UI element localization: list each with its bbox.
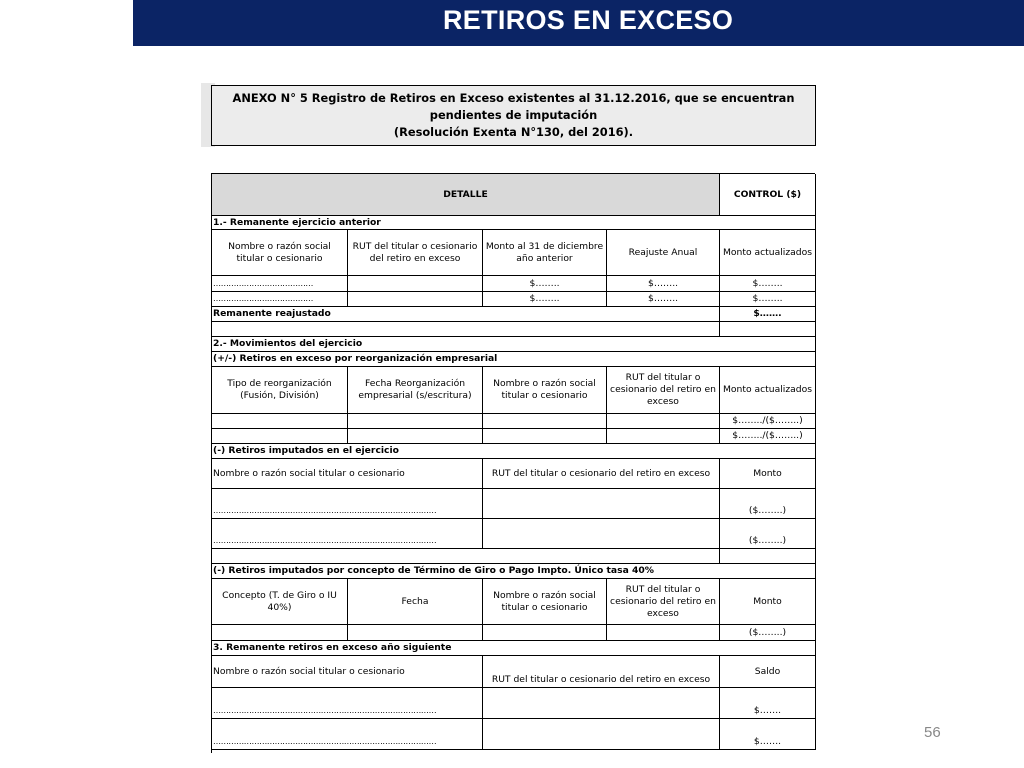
s2b-row2-monto: ($……..): [720, 519, 816, 549]
s2c-row1-rut: [607, 625, 720, 641]
s1-row1-monto: $……..: [483, 276, 607, 292]
s2c-row1-nombre: [483, 625, 607, 641]
s3-row2-saldo: $…….: [720, 719, 816, 750]
s2a-row2-rut: [607, 429, 720, 444]
s2b-header-rut: RUT del titular o cesionario del retiro en exceso: [483, 459, 720, 489]
control-header: CONTROL ($): [720, 174, 816, 216]
s1-header-nombre: Nombre o razón social titular o cesionario: [212, 230, 348, 276]
s1-row2-monto: $……..: [483, 292, 607, 307]
s3-row2-nombre: ……………………………………………………………………………: [212, 719, 483, 750]
s2b-row1-monto: ($……..): [720, 489, 816, 519]
s2a-header-nombre: Nombre o razón social titular o cesionario: [483, 367, 607, 414]
s1-row2-rut: [348, 292, 483, 307]
retiros-table: [211, 173, 815, 753]
annex-title-box: [211, 85, 816, 146]
annex-title-line1: ANEXO N° 5 Registro de Retiros en Exceso existentes al 31.12.2016, que se encuentran pendientes de imputación: [232, 91, 795, 122]
s1-header-reajuste: Reajuste Anual: [607, 230, 720, 276]
s2b-row2-rut: [483, 519, 720, 549]
s1-row2-nombre: …………………………………: [212, 292, 348, 307]
spacer-row: [212, 549, 720, 564]
s1-row1-rut: [348, 276, 483, 292]
s3-row1-rut: [483, 688, 720, 719]
s1-row2-reajuste: $……..: [607, 292, 720, 307]
section-2-title: 2.- Movimientos del ejercicio: [212, 337, 816, 352]
s2-reorganizacion-title: (+/-) Retiros en exceso por reorganización empresarial: [212, 352, 816, 367]
annex-title-line2: (Resolución Exenta N°130, del 2016).: [393, 125, 634, 139]
s2-termino-giro-title: (-) Retiros imputados por concepto de Término de Giro o Pago Impto. Único tasa 40%: [212, 564, 816, 579]
remanente-reajustado-label: Remanente reajustado: [212, 307, 720, 322]
s2c-header-concepto: Concepto (T. de Giro o IU 40%): [212, 579, 348, 625]
s3-header-rut: RUT del titular o cesionario del retiro en exceso: [483, 656, 720, 688]
s2a-row2-tipo: [212, 429, 348, 444]
s3-row1-saldo: $…….: [720, 688, 816, 719]
s2a-row1-fecha: [348, 414, 483, 429]
s2a-header-monto: Monto actualizados: [720, 367, 816, 414]
section-1-title: 1.- Remanente ejercicio anterior: [212, 216, 816, 230]
s2c-header-nombre: Nombre o razón social titular o cesionario: [483, 579, 607, 625]
title-banner: [133, 0, 1024, 46]
s2b-row1-nombre: ……………………………………………………………………………: [212, 489, 483, 519]
s2a-row2-monto: $……../($……..): [720, 429, 816, 444]
s3-row2-rut: [483, 719, 720, 750]
s2b-row2-nombre: ……………………………………………………………………………: [212, 519, 483, 549]
s2b-row1-rut: [483, 489, 720, 519]
s3-header-saldo: Saldo: [720, 656, 816, 688]
section-3-title: 3. Remanente retiros en exceso año siguiente: [212, 641, 816, 656]
s2a-row1-nombre: [483, 414, 607, 429]
s2c-row1-fecha: [348, 625, 483, 641]
s2c-header-fecha: Fecha: [348, 579, 483, 625]
annex-title: [212, 90, 815, 141]
s1-row2-actualizado: $……..: [720, 292, 816, 307]
s2b-header-nombre: Nombre o razón social titular o cesionario: [212, 459, 483, 489]
s1-row1-reajuste: $……..: [607, 276, 720, 292]
s1-header-rut: RUT del titular o cesionario del retiro en exceso: [348, 230, 483, 276]
s1-row1-nombre: …………………………………: [212, 276, 348, 292]
spacer-cell: [720, 549, 816, 564]
detalle-header: DETALLE: [212, 174, 720, 216]
s2c-header-monto: Monto: [720, 579, 816, 625]
s2c-header-rut: RUT del titular o cesionario del retiro en exceso: [607, 579, 720, 625]
s3-header-nombre: Nombre o razón social titular o cesionario: [212, 656, 483, 688]
s2a-header-tipo: Tipo de reorganización (Fusión, División): [212, 367, 348, 414]
s1-header-actualizados: Monto actualizados: [720, 230, 816, 276]
s2c-row1-monto: ($……..): [720, 625, 816, 641]
s1-header-monto: Monto al 31 de diciembre año anterior: [483, 230, 607, 276]
s2b-header-monto: Monto: [720, 459, 816, 489]
spacer-cell: [720, 322, 816, 337]
s2a-header-fecha: Fecha Reorganización empresarial (s/escritura): [348, 367, 483, 414]
remanente-reajustado-value: $…….: [720, 307, 816, 322]
s2a-row1-rut: [607, 414, 720, 429]
s2c-row1-concepto: [212, 625, 348, 641]
spacer-row: [212, 322, 720, 337]
s2a-row1-monto: $……../($……..): [720, 414, 816, 429]
page-title: RETIROS EN EXCESO: [443, 5, 734, 35]
s2a-row2-fecha: [348, 429, 483, 444]
s2a-header-rut: RUT del titular o cesionario del retiro en exceso: [607, 367, 720, 414]
s2a-row1-tipo: [212, 414, 348, 429]
s2-imputados-title: (-) Retiros imputados en el ejercicio: [212, 444, 816, 459]
s1-row1-actualizado: $……..: [720, 276, 816, 292]
page-number: 56: [924, 724, 941, 741]
s3-row1-nombre: ……………………………………………………………………………: [212, 688, 483, 719]
s2a-row2-nombre: [483, 429, 607, 444]
